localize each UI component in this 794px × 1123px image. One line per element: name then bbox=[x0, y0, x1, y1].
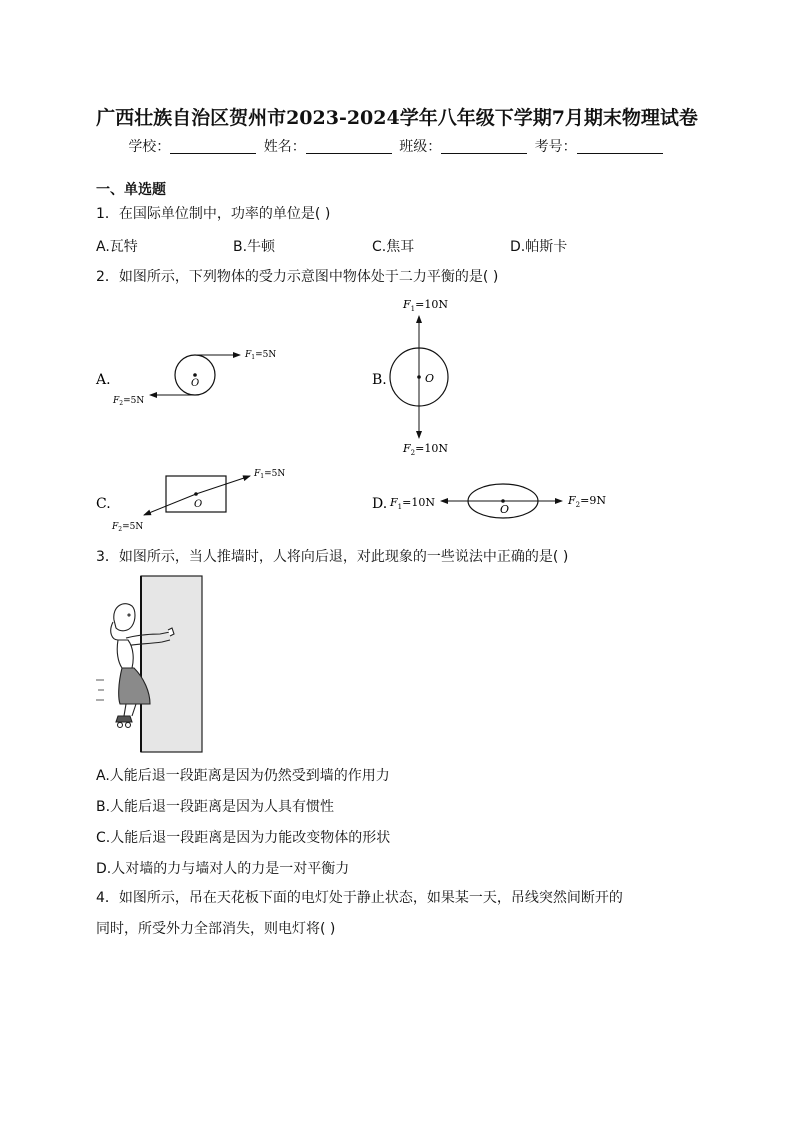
q2-label-c: C. bbox=[96, 496, 111, 512]
school-label: 学校： bbox=[128, 139, 171, 155]
q2-label-a: A. bbox=[96, 372, 111, 388]
fig-c-f1-label: $F_1=5N$ bbox=[254, 469, 286, 480]
q2-label-d: D. bbox=[372, 496, 388, 512]
q3-option-d: D.人对墙的力与墙对人的力是一对平衡力 bbox=[96, 861, 350, 877]
q2-figure-b bbox=[390, 298, 448, 457]
fig-a-f1-label: $F_1=5N$ bbox=[245, 350, 277, 361]
fig-b-f2-label: $F_2=10N$ bbox=[403, 442, 448, 457]
fig-b-center-label: O bbox=[425, 372, 435, 385]
fig-c-f2-label: $F_2=5N$ bbox=[112, 522, 144, 533]
q2-label-b: B. bbox=[372, 372, 387, 388]
class-label: 班级： bbox=[399, 139, 442, 155]
name-label: 姓名： bbox=[263, 139, 306, 155]
q3-option-b: B.人能后退一段距离是因为人具有惯性 bbox=[96, 799, 335, 815]
q1-option-d: D.帕斯卡 bbox=[510, 239, 568, 255]
exam-number-label: 考号： bbox=[534, 139, 577, 155]
fig-c-f1-arrow bbox=[196, 476, 250, 494]
q3-figure bbox=[96, 576, 202, 752]
q1-stem: 1．在国际单位制中，功率的单位是( ) bbox=[96, 206, 331, 222]
q2-figure-d bbox=[389, 484, 606, 518]
q4-stem-line2: 同时，所受外力全部消失，则电灯将( ) bbox=[96, 921, 336, 937]
exam-title: 广西壮族自治区贺州市2023-2024学年八年级下学期7月期末物理试卷 bbox=[96, 107, 698, 129]
fig-d-center-label: O bbox=[500, 503, 510, 516]
fig-a-f2-label: $F_2=5N$ bbox=[113, 396, 145, 407]
section-heading: 一、单选题 bbox=[96, 182, 166, 198]
fig-c-center-label: O bbox=[194, 499, 203, 510]
fig-a-center-label: O bbox=[191, 378, 200, 389]
q2-figure-a bbox=[112, 350, 276, 407]
q4-stem-line1: 4．如图所示，吊在天花板下面的电灯处于静止状态，如果某一天，吊线突然间断开的 bbox=[96, 890, 623, 906]
q3-option-c: C.人能后退一段距离是因为力能改变物体的形状 bbox=[96, 830, 391, 846]
q1-option-c: C.焦耳 bbox=[372, 239, 415, 255]
fig-a-center-dot bbox=[193, 373, 197, 377]
fig-d-f1-label: $F_1=10N$ bbox=[390, 496, 435, 511]
fig-b-f1-label: $F_1=10N$ bbox=[403, 298, 448, 313]
q2-stem: 2．如图所示，下列物体的受力示意图中物体处于二力平衡的是( ) bbox=[96, 269, 499, 285]
q3-stem: 3．如图所示，当人推墙时，人将向后退，对此现象的一些说法中正确的是( ) bbox=[96, 549, 569, 565]
q2-figure-c bbox=[111, 469, 285, 533]
q3-option-a: A.人能后退一段距离是因为仍然受到墙的作用力 bbox=[96, 768, 390, 784]
q1-option-b: B.牛顿 bbox=[233, 239, 276, 255]
wall bbox=[141, 576, 202, 752]
q1-option-a: A.瓦特 bbox=[96, 239, 138, 255]
fig-d-f2-label: $F_2=9N$ bbox=[568, 494, 606, 509]
